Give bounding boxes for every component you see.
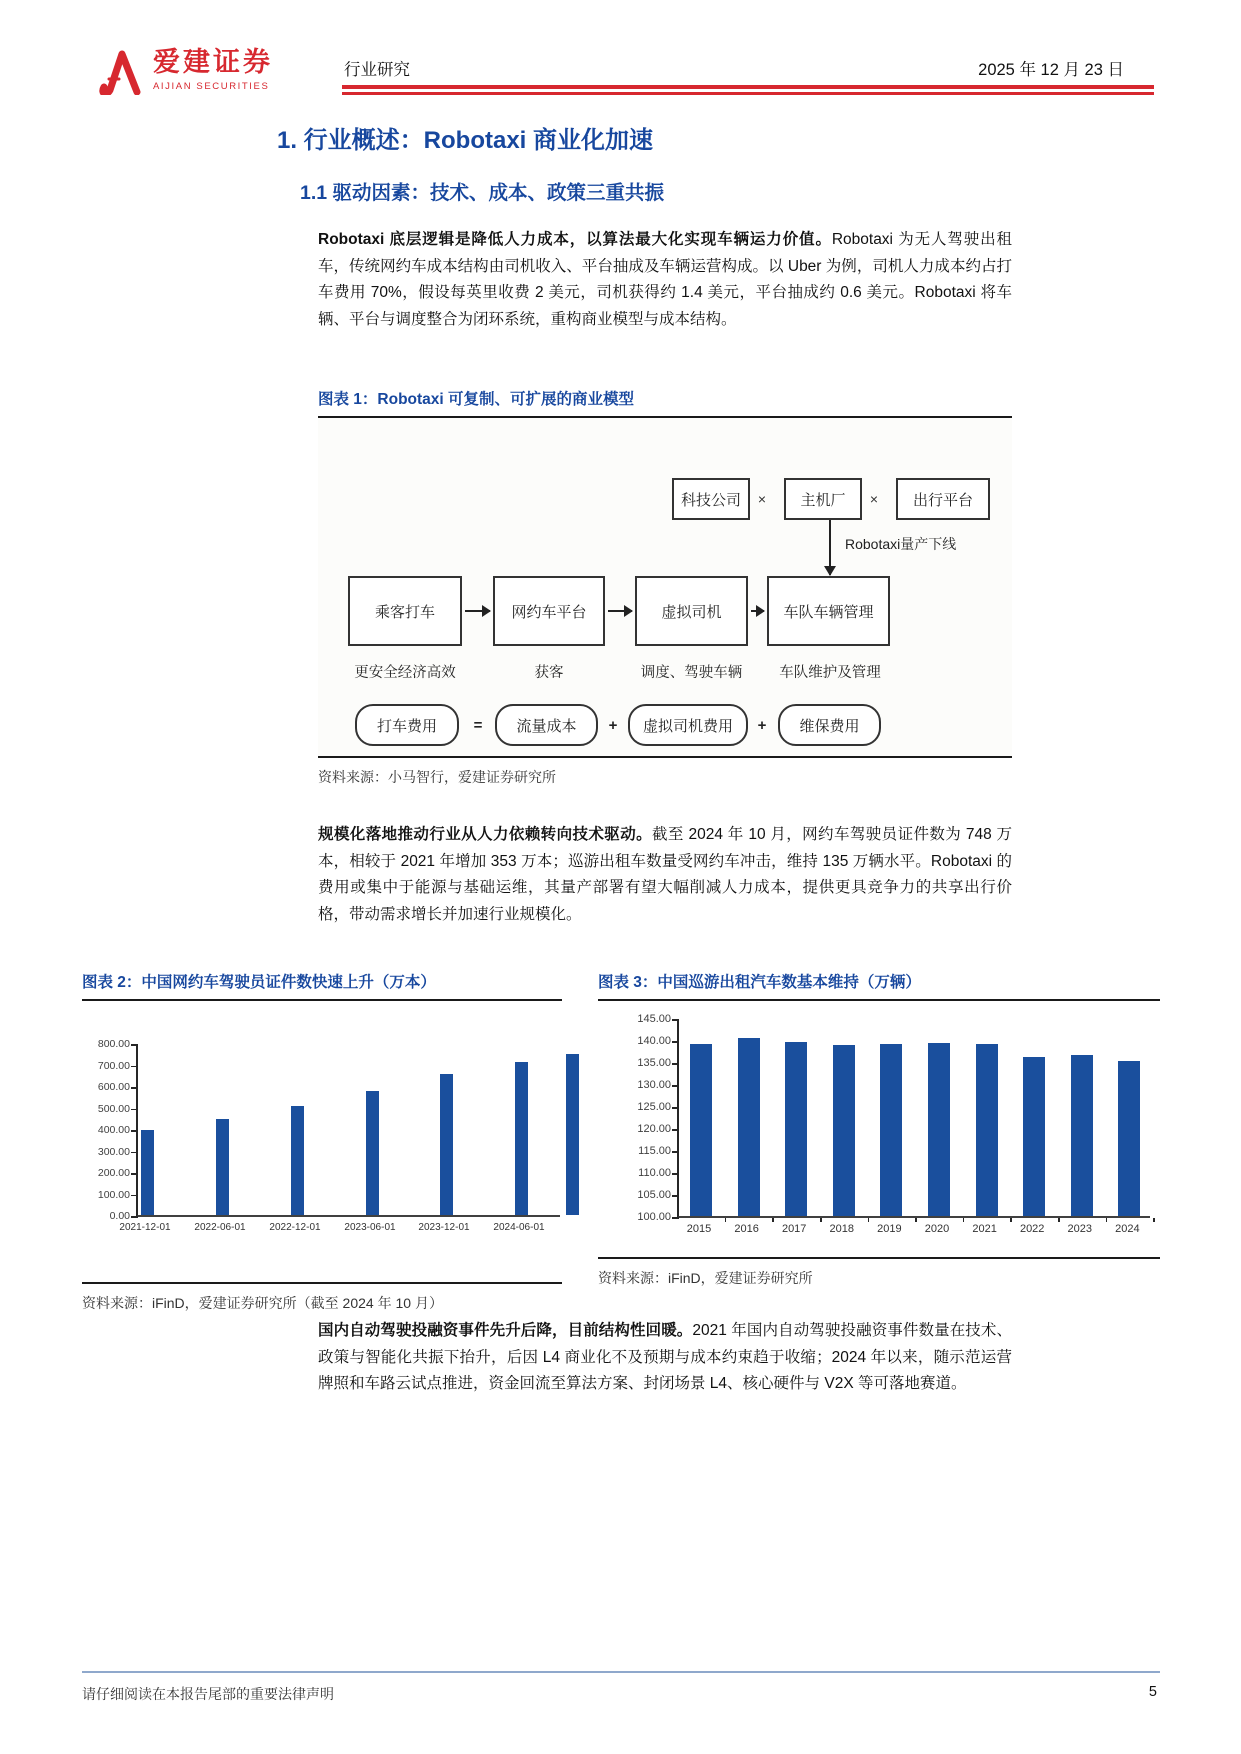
flow-note: 更安全经济高效 xyxy=(354,665,456,681)
diagram-box-tech-company: 科技公司 xyxy=(672,478,750,520)
bar xyxy=(566,1054,579,1215)
tick-mark xyxy=(672,1085,679,1087)
figure-3-chart xyxy=(598,1013,1160,1259)
x-axis-label: 2022-12-01 xyxy=(269,1222,321,1233)
y-axis-label: 115.00 xyxy=(638,1145,671,1157)
paragraph-2-lead: 规模化落地推动行业从人力依赖转向技术驱动。 xyxy=(318,826,653,843)
bar xyxy=(880,1044,902,1217)
brand-logo-icon xyxy=(95,45,145,95)
figure-3 xyxy=(598,970,1160,1288)
flow-note: 车队维护及管理 xyxy=(779,665,881,681)
x-axis-label: 2021 xyxy=(972,1223,997,1235)
y-axis-label: 800.00 xyxy=(97,1038,130,1050)
flow-note: 获客 xyxy=(534,665,564,681)
brand-name-en: AIJIAN SECURITIES xyxy=(153,80,270,92)
y-axis-label: 130.00 xyxy=(637,1079,671,1091)
bar-chart-plot xyxy=(97,1038,560,1222)
x-axis-label: 2023-12-01 xyxy=(418,1222,470,1233)
x-axis-label: 2023 xyxy=(1067,1223,1093,1235)
bar xyxy=(833,1045,855,1216)
y-axis-label: 500.00 xyxy=(97,1102,130,1115)
y-axis-label: 110.00 xyxy=(638,1167,671,1179)
bar xyxy=(976,1044,998,1216)
tick-mark xyxy=(131,1087,138,1089)
bar xyxy=(1118,1061,1140,1216)
x-axis-label: 2017 xyxy=(781,1223,807,1235)
x-axis-labels xyxy=(677,1218,1150,1236)
flow-note: 调度、驾驶车辆 xyxy=(640,665,743,681)
diagram-box-virtual-driver: 虚拟司机 xyxy=(635,576,748,646)
header-divider xyxy=(342,85,1154,95)
x-axis-label: 2020 xyxy=(924,1223,950,1235)
tick-mark xyxy=(131,1044,138,1046)
figure-1-source: 资料来源：小马智行，爱建证券研究所 xyxy=(318,769,556,785)
figure-1-title: 图表 1：Robotaxi 可复制、可扩展的商业模型 xyxy=(318,387,1012,418)
tick-mark xyxy=(672,1063,679,1065)
x-axis-label: 2024-06-01 xyxy=(493,1222,545,1233)
pill-ride-fee: 打车费用 xyxy=(355,704,459,746)
figure-3-source: 资料来源：iFinD，爱建证券研究所 xyxy=(598,1270,813,1286)
tick-mark xyxy=(672,1151,679,1153)
y-axis-label: 145.00 xyxy=(637,1013,671,1025)
plus-sign: + xyxy=(757,716,767,734)
paragraph-3-lead: 国内自动驾驶投融资事件先升后降，目前结构性回暖。 xyxy=(318,1322,693,1339)
tick-mark xyxy=(672,1129,679,1131)
bar xyxy=(216,1119,229,1215)
x-axis-label: 2016 xyxy=(734,1223,759,1235)
x-axis-label: 2021-12-01 xyxy=(119,1222,171,1233)
bar xyxy=(928,1043,950,1216)
tick-mark xyxy=(131,1109,138,1111)
right-arrow-icon xyxy=(465,610,490,612)
y-axis-label: 100.00 xyxy=(637,1211,671,1223)
bar xyxy=(785,1042,807,1216)
tick-mark xyxy=(672,1195,679,1197)
figure-1 xyxy=(318,387,1012,787)
paragraph-3-body: 2021 年国内自动驾驶投融资事件数量在技术、政策与智能化共振下抬升，后因 L4 商业化不及预期与成本约束趋于收缩；2024 年以来，随示范运营牌照和车路云试点推进，资金回流至算法方案、封闭场景 L4、核心硬件与 V2X 等可落地赛道。 xyxy=(318,1322,1012,1392)
bar xyxy=(291,1106,304,1215)
tick-mark xyxy=(131,1195,138,1197)
x-axis-label: 2023-06-01 xyxy=(344,1222,396,1233)
figure-3-title: 图表 3：中国巡游出租汽车数基本维持（万辆） xyxy=(598,970,1160,1001)
y-axis-label: 600.00 xyxy=(97,1081,130,1093)
tick-mark xyxy=(672,1173,679,1175)
y-axis-label: 0.00 xyxy=(109,1210,130,1222)
y-axis-label: 700.00 xyxy=(97,1059,130,1072)
y-axis-label: 100.00 xyxy=(97,1188,130,1201)
x-axis-label: 2019 xyxy=(877,1223,902,1235)
paragraph-1-lead: Robotaxi 底层逻辑是降低人力成本，以算法最大化实现车辆运力价值。 xyxy=(318,231,832,248)
diagram-box-mobility-platform: 出行平台 xyxy=(896,478,990,520)
tick-mark xyxy=(131,1130,138,1132)
x-axis-label: 2024 xyxy=(1115,1223,1140,1235)
bar xyxy=(141,1130,154,1215)
pill-maintenance-cost: 维保费用 xyxy=(778,704,881,746)
figure-2-chart xyxy=(82,1038,562,1284)
y-axis-label: 400.00 xyxy=(97,1124,130,1136)
x-axis-label: 2015 xyxy=(686,1223,712,1235)
report-type-label: 行业研究 xyxy=(344,61,410,79)
diagram-box-ridehailing-platform: 网约车平台 xyxy=(493,576,605,646)
equals-sign: = xyxy=(473,716,483,734)
brand-name-cn: 爱建证券 xyxy=(153,47,273,78)
tick-mark xyxy=(672,1019,679,1021)
multiply-sign: × xyxy=(869,491,879,507)
footer-divider xyxy=(82,1671,1160,1673)
diagram-box-oem: 主机厂 xyxy=(784,478,862,520)
tick-mark xyxy=(131,1173,138,1175)
tick-mark xyxy=(672,1107,679,1109)
multiply-sign: × xyxy=(757,491,767,507)
figure-2 xyxy=(82,970,562,1313)
plus-sign: + xyxy=(608,716,618,734)
x-tick-mark xyxy=(1153,1218,1155,1222)
section-title: 1. 行业概述：Robotaxi 商业化加速 xyxy=(277,127,654,154)
paragraph-1 xyxy=(318,227,1012,333)
pill-traffic-cost: 流量成本 xyxy=(495,704,598,746)
y-axis-label: 120.00 xyxy=(637,1123,671,1135)
bar xyxy=(1071,1055,1093,1217)
pill-virtual-driver-cost: 虚拟司机费用 xyxy=(628,704,748,746)
paragraph-2 xyxy=(318,822,1012,928)
down-arrow-icon xyxy=(829,520,831,575)
y-axis-label: 125.00 xyxy=(637,1101,671,1113)
figure-1-diagram xyxy=(318,418,1012,758)
bar xyxy=(1023,1057,1045,1216)
y-axis-label: 300.00 xyxy=(97,1145,130,1158)
figure-2-source: 资料来源：iFinD，爱建证券研究所（截至 2024 年 10 月） xyxy=(82,1295,443,1311)
page-number: 5 xyxy=(1148,1684,1157,1700)
brand-logo xyxy=(95,45,273,95)
bar xyxy=(690,1044,712,1217)
y-axis-label: 135.00 xyxy=(637,1057,671,1069)
tick-mark xyxy=(672,1041,679,1043)
x-axis-label: 2018 xyxy=(829,1223,855,1235)
y-axis-label: 200.00 xyxy=(97,1167,130,1179)
x-axis-label: 2022-06-01 xyxy=(194,1222,246,1233)
arrow-label: Robotaxi量产下线 xyxy=(845,536,957,552)
paragraph-3 xyxy=(318,1318,1012,1398)
diagram-box-fleet-management: 车队车辆管理 xyxy=(767,576,890,646)
tick-mark xyxy=(131,1066,138,1068)
x-axis-labels xyxy=(119,1217,560,1235)
diagram-box-passenger-hailing: 乘客打车 xyxy=(348,576,462,646)
x-axis-label: 2022 xyxy=(1019,1223,1045,1235)
bar xyxy=(515,1062,528,1215)
subsection-title: 1.1 驱动因素：技术、成本、政策三重共振 xyxy=(300,182,665,204)
bar xyxy=(440,1074,453,1215)
paragraph-2-body: 截至 2024 年 10 月，网约车驾驶员证件数为 748 万本，相较于 2021 年增加 353 万本；巡游出租车数量受网约车冲击，维持 135 万辆水平。Robotaxi 的费用或集中于能源与基础运维，其量产部署有望大幅削减人力成本，提供更具竞争力的共享出行价格，带动需求增长并加速行业规模化。 xyxy=(318,826,1012,923)
y-axis-label: 140.00 xyxy=(637,1035,671,1047)
footer-disclaimer: 请仔细阅读在本报告尾部的重要法律声明 xyxy=(82,1686,334,1702)
bar xyxy=(738,1038,760,1216)
y-axis-label: 105.00 xyxy=(637,1189,671,1201)
bar xyxy=(366,1091,379,1216)
right-arrow-icon xyxy=(608,610,632,612)
figure-2-title: 图表 2：中国网约车驾驶员证件数快速上升（万本） xyxy=(82,970,562,1001)
tick-mark xyxy=(131,1152,138,1154)
bar-chart-plot xyxy=(637,1013,1150,1223)
paragraph-1-body: Robotaxi 为无人驾驶出租车，传统网约车成本结构由司机收入、平台抽成及车辆运营构成。以 Uber 为例，司机人力成本约占打车费用 70%，假设每英里收费 2 美元，司机获得约 1.4 美元，平台抽成约 0.6 美元。Robotaxi 将车辆、平台与调度整合为闭环系统，重构商业模型与成本结构。 xyxy=(318,231,1012,328)
right-arrow-icon xyxy=(751,610,764,612)
report-date: 2025 年 12 月 23 日 xyxy=(978,61,1124,79)
